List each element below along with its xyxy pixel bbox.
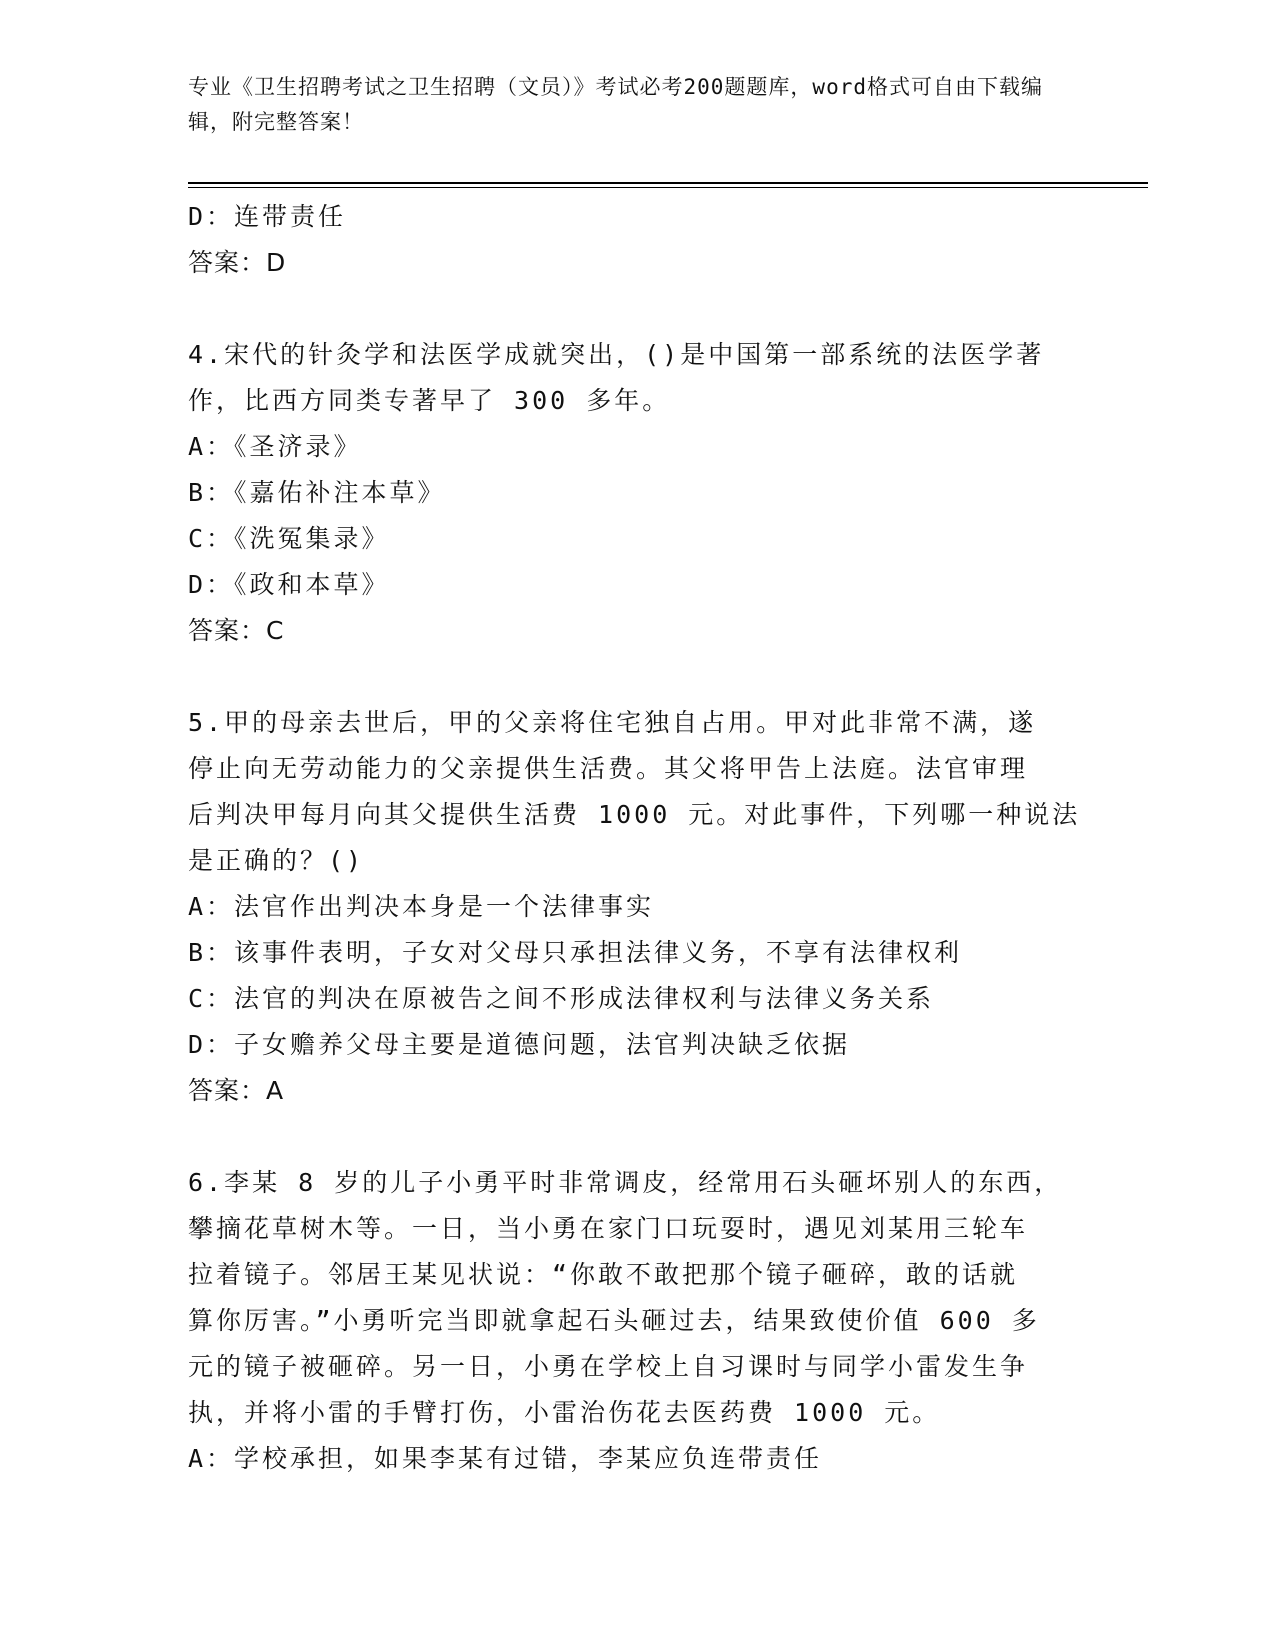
spacer: [188, 654, 1148, 700]
spacer: [188, 1114, 1148, 1160]
q6-stem-line: 元的镜子被砸碎。另一日，小勇在学校上自习课时与同学小雷发生争: [188, 1352, 1029, 1381]
q4-option-b: B：《嘉佑补注本草》: [188, 478, 446, 507]
q6-option-a: A：学校承担，如果李某有过错，李某应负连带责任: [188, 1444, 823, 1473]
q3-answer: 答案：D: [188, 248, 287, 277]
question-5: [188, 700, 1148, 1114]
q4-answer: 答案：C: [188, 616, 285, 645]
q6-stem-line: 6.李某 8 岁的儿子小勇平时非常调皮，经常用石头砸坏别人的东西，: [188, 1168, 1063, 1197]
q5-option-b: B：该事件表明，子女对父母只承担法律义务，不享有法律权利: [188, 938, 963, 967]
question-3-tail: [188, 194, 1148, 286]
document-page: [188, 70, 1148, 1482]
q4-option-d: D：《政和本草》: [188, 570, 390, 599]
question-6: [188, 1160, 1148, 1482]
q3-option-d: D：连带责任: [188, 202, 347, 231]
q6-stem-line: 拉着镜子。邻居王某见状说：“你敢不敢把那个镜子砸碎，敢的话就: [188, 1260, 1019, 1289]
q4-option-a: A：《圣济录》: [188, 432, 362, 461]
q4-option-c: C：《洗冤集录》: [188, 524, 390, 553]
q5-stem-line: 5.甲的母亲去世后，甲的父亲将住宅独自占用。甲对此非常不满，遂: [188, 708, 1037, 737]
q5-option-c: C：法官的判决在原被告之间不形成法律权利与法律义务关系: [188, 984, 935, 1013]
document-header: 专业《卫生招聘考试之卫生招聘（文员）》考试必考200题题库，word格式可自由下载编辑，附完整答案！: [188, 75, 1043, 134]
q6-stem-line: 攀摘花草树木等。一日，当小勇在家门口玩耍时，遇见刘某用三轮车: [188, 1214, 1029, 1243]
q4-stem-line: 作，比西方同类专著早了 300 多年。: [188, 386, 671, 415]
header-divider-thin: [188, 187, 1148, 188]
q6-stem-line: 算你厉害。”小勇听完当即就拿起石头砸过去，结果致使价值 600 多: [188, 1306, 1040, 1335]
question-4: [188, 332, 1148, 654]
q5-answer: 答案：A: [188, 1076, 285, 1105]
header-divider-thick: [188, 182, 1148, 184]
q5-option-a: A：法官作出判决本身是一个法律事实: [188, 892, 655, 921]
q5-stem-line: 是正确的？(): [188, 846, 365, 875]
q4-stem-line: 4.宋代的针灸学和法医学成就突出，()是中国第一部系统的法医学著: [188, 340, 1045, 369]
spacer: [188, 286, 1148, 332]
q5-stem-line: 后判决甲每月向其父提供生活费 1000 元。对此事件，下列哪一种说法: [188, 800, 1081, 829]
q5-option-d: D：子女赡养父母主要是道德问题，法官判决缺乏依据: [188, 1030, 851, 1059]
q5-stem-line: 停止向无劳动能力的父亲提供生活费。其父将甲告上法庭。法官审理: [188, 754, 1029, 783]
q6-stem-line: 执，并将小雷的手臂打伤，小雷治伤花去医药费 1000 元。: [188, 1398, 941, 1427]
